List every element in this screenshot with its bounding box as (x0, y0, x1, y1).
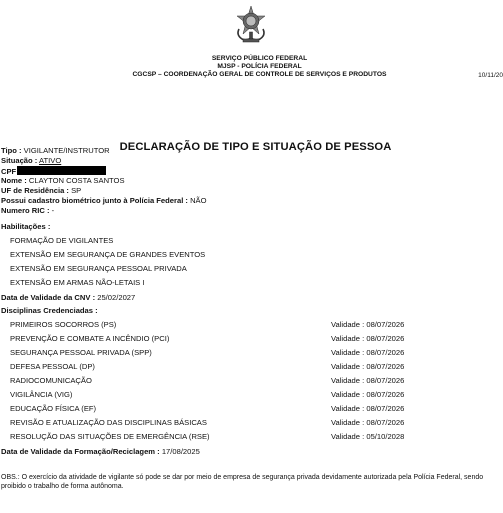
disciplina-validade (331, 404, 404, 414)
issue-date: 10/11/20 (478, 72, 503, 79)
field-ric-label: Numero RIC : (1, 206, 50, 215)
disciplina-validade (331, 432, 404, 442)
validade-date: 05/10/2028 (366, 432, 405, 441)
field-ric (1, 206, 54, 216)
field-nome-label: Nome : (1, 176, 27, 185)
validade-date: 08/07/2026 (366, 348, 405, 357)
disciplina-name: DEFESA PESSOAL (DP) (10, 362, 95, 371)
validade-date: 08/07/2026 (366, 320, 405, 329)
validade-date: 08/07/2026 (366, 334, 405, 343)
field-nome (1, 176, 125, 186)
disciplinas-label: Disciplinas Credenciadas : (1, 306, 98, 315)
field-biometria-value: NÃO (190, 196, 207, 205)
disciplina-validade (331, 334, 404, 344)
field-cnv-label: Data de Validade da CNV : (1, 293, 96, 302)
field-tipo-value: VIGILANTE/INSTRUTOR (23, 146, 110, 155)
validade-date: 08/07/2026 (366, 362, 405, 371)
validade-date: 08/07/2026 (366, 404, 405, 413)
field-biometria-label: Possui cadastro biométrico junto à Polícia Federal : (1, 196, 188, 205)
header-line-3: CGCSP – COORDENAÇÃO GERAL DE CONTROLE DE SERVIÇOS E PRODUTOS (132, 71, 387, 78)
field-cnv (1, 293, 135, 303)
field-tipo-label: Tipo : (1, 146, 22, 155)
field-formacao (1, 447, 200, 457)
field-situacao-value: ATIVO (39, 156, 62, 165)
disciplina-name: EDUCAÇÃO FÍSICA (EF) (10, 404, 97, 413)
field-cpf-label: CPF (1, 167, 17, 176)
habilitacao-item: EXTENSÃO EM SEGURANÇA DE GRANDES EVENTOS (10, 250, 206, 259)
document-title: DECLARAÇÃO DE TIPO E SITUAÇÃO DE PESSOA (119, 141, 392, 153)
coat-of-arms-emblem (234, 5, 268, 43)
habilitacao-item: EXTENSÃO EM ARMAS NÃO-LETAIS I (10, 278, 145, 287)
validade-label: Validade : (331, 418, 365, 427)
validade-label: Validade : (331, 404, 365, 413)
validade-date: 08/07/2026 (366, 376, 405, 385)
disciplina-name: PRIMEIROS SOCORROS (PS) (10, 320, 117, 329)
validade-label: Validade : (331, 334, 365, 343)
field-situacao-label: Situação : (1, 156, 38, 165)
field-ric-value: - (51, 206, 55, 215)
field-uf-value: SP (71, 186, 82, 195)
disciplina-name: RESOLUÇÃO DAS SITUAÇÕES DE EMERGÊNCIA (RSE) (10, 432, 210, 441)
validade-label: Validade : (331, 376, 365, 385)
disciplina-name: PREVENÇÃO E COMBATE A INCÊNDIO (PCI) (10, 334, 170, 343)
field-biometria (1, 196, 207, 206)
disciplina-validade (331, 390, 404, 400)
habilitacoes-label: Habilitações : (1, 222, 51, 231)
disciplina-validade (331, 418, 404, 428)
disciplina-validade (331, 362, 404, 372)
observation-note: OBS.: O exercício da atividade de vigilante só pode se dar por meio de empresa de segurança privada devidamente autorizada pela Polícia Federal, sendo proibido o trabalho de forma autônoma. (1, 474, 484, 490)
validade-label: Validade : (331, 348, 365, 357)
validade-label: Validade : (331, 390, 365, 399)
disciplina-validade (331, 376, 404, 386)
field-tipo (1, 146, 110, 156)
validade-date: 08/07/2026 (366, 390, 405, 399)
field-nome-value: CLAYTON COSTA SANTOS (28, 176, 125, 185)
habilitacao-item: EXTENSÃO EM SEGURANÇA PESSOAL PRIVADA (10, 264, 187, 273)
disciplina-validade (331, 348, 404, 358)
validade-label: Validade : (331, 362, 365, 371)
disciplina-name: RADIOCOMUNICAÇÃO (10, 376, 92, 385)
field-cnv-value: 25/02/2027 (97, 293, 136, 302)
redaction-bar (17, 166, 106, 175)
header-line-2: MJSP - POLÍCIA FEDERAL (217, 63, 302, 70)
field-uf (1, 186, 81, 196)
disciplina-validade (331, 320, 404, 330)
disciplina-name: SEGURANÇA PESSOAL PRIVADA (SPP) (10, 348, 152, 357)
habilitacao-item: FORMAÇÃO DE VIGILANTES (10, 236, 114, 245)
field-formacao-label: Data de Validade da Formação/Reciclagem : (1, 447, 160, 456)
validade-label: Validade : (331, 320, 365, 329)
disciplina-name: VIGILÂNCIA (VIG) (10, 390, 73, 399)
validade-label: Validade : (331, 432, 365, 441)
validade-date: 08/07/2026 (366, 418, 405, 427)
disciplina-name: REVISÃO E ATUALIZAÇÃO DAS DISCIPLINAS BÁSICAS (10, 418, 207, 427)
header-line-1: SERVIÇO PÚBLICO FEDERAL (211, 55, 308, 62)
field-uf-label: UF de Residência : (1, 186, 69, 195)
field-formacao-value: 17/08/2025 (161, 447, 200, 456)
field-situacao (1, 156, 61, 166)
